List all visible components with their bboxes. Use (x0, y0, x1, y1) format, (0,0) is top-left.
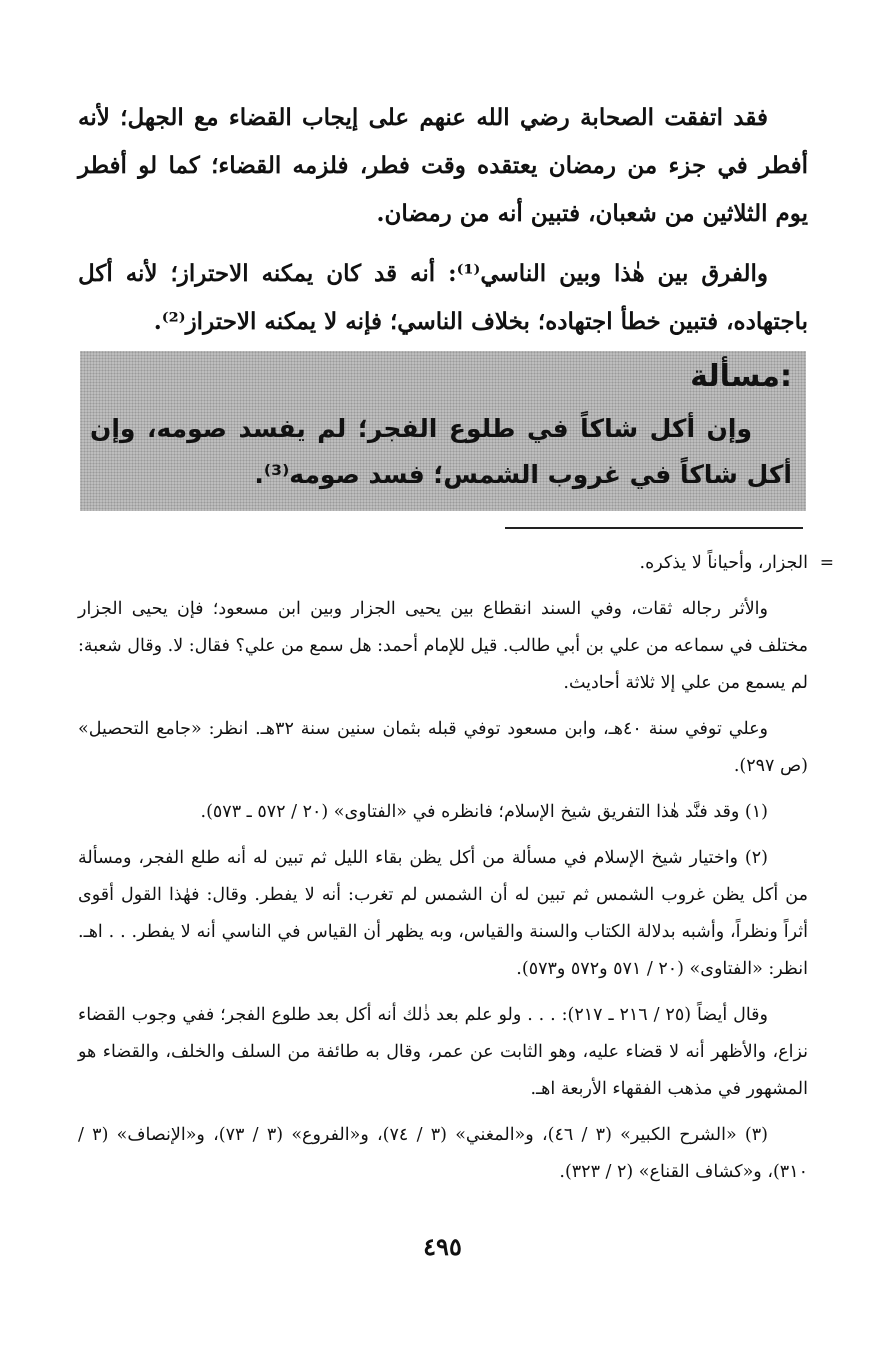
continuation-text: الجزار، وأحياناً لا يذكره. (639, 553, 808, 573)
footnote-continuation (78, 545, 834, 582)
footnotes (78, 545, 834, 1200)
main-paragraph-1: فقد اتفقت الصحابة رضي الله عنهم على إيجاب القضاء مع الجهل؛ لأنه أفطر في جزء من رمضان يعتقده وقت فطر، فلزمه القضاء؛ كما لو أفطر يوم الثلاثين من شعبان، فتبين أنه من رمضان. (78, 104, 808, 227)
masala-box (80, 351, 806, 511)
footnote-3: (٣) «الشرح الكبير» (٣ / ٤٦)، و«المغني» (٣ / ٧٤)، و«الفروع» (٣ / ٧٣)، و«الإنصاف» (٣ / ٣١٠)، و«كشاف القناع» (٢ / ٣٢٣). (78, 1125, 808, 1182)
footnote-1: (١) وقد فنَّد هٰذا التفريق شيخ الإسلام؛ فانظره في «الفتاوى» (٢٠ / ٥٧٢ ـ ٥٧٣). (200, 802, 768, 822)
footnote-separator (505, 527, 803, 529)
main-paragraph-2: والفرق بين هٰذا وبين الناسي⁽¹⁾: أنه قد كان يمكنه الاحتراز؛ لأنه أكل باجتهاده، فتبين خطأ اجتهاده؛ بخلاف الناسي؛ فإنه لا يمكنه الاحتراز⁽²⁾. (78, 260, 808, 335)
masala-text: وإن أكل شاكاً في طلوع الفجر؛ لم يفسد صومه، وإن أكل شاكاً في غروب الشمس؛ فسد صومه⁽³⁾. (90, 414, 792, 489)
footnote-ali: وعلي توفي سنة ٤٠هـ، وابن مسعود توفي قبله بثمان سنين سنة ٣٢هـ. انظر: «جامع التحصيل» (ص ٢٩٧). (78, 719, 808, 776)
continuation-mark: = (819, 553, 834, 573)
footnote-narrators: والأثر رجاله ثقات، وفي السند انقطاع بين يحيى الجزار وبين ابن مسعود؛ فإن يحيى الجزار مختلف في سماعه من علي بن أبي طالب. قيل للإمام أحمد: هل سمع من علي؟ فقال: لا. وقال شعبة: لم يسمع من علي إلا ثلاثة أحاديث. (78, 599, 808, 693)
masala-heading: مسألة: (690, 359, 792, 394)
footnote-2-continued: وقال أيضاً (٢٥ / ٢١٦ ـ ٢١٧): . . . ولو علم بعد ذٰلك أنه أكل بعد طلوع الفجر؛ ففي وجوب القضاء نزاع، والأظهر أنه لا قضاء عليه، وهو الثابت عن عمر، وقال به طائفة من السلف والخلف، والقضاء هو المشهور في مذهب الفقهاء الأربعة اهـ. (78, 1005, 808, 1099)
page-number: ٤٩٥ (423, 1232, 462, 1261)
footnote-2: (٢) واختيار شيخ الإسلام في مسألة من أكل يظن بقاء الليل ثم تبين له أنه طلع الفجر، ومسألة من أكل يظن غروب الشمس ثم تبين له أن الشمس لم تغرب: أنه لا يفطر. وقال: فهٰذا القول أقوى أثراً ونظراً، وأشبه بدلالة الكتاب والسنة والقياس، وبه يظهر أن القياس في الناسي أنه لا يفطر. . . اهـ. انظر: «الفتاوى» (٢٠ / ٥٧١ و٥٧٢ و٥٧٣). (78, 848, 808, 979)
